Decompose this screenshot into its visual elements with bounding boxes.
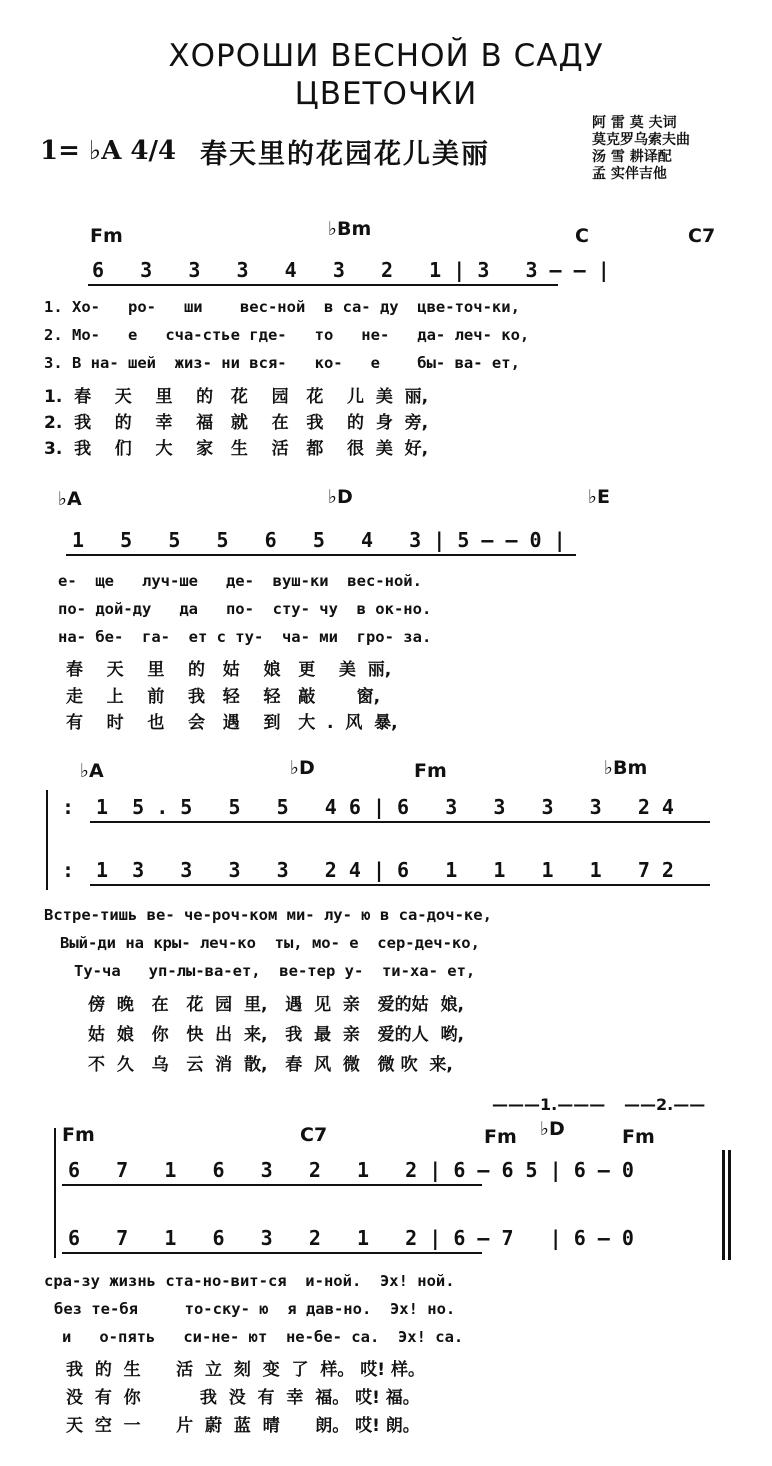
chord: Fm bbox=[90, 225, 123, 247]
key-signature: 1= ♭A 4/4 bbox=[40, 136, 177, 166]
lyric-line: 1. Хо- ро- ши вес-ной в са- ду цве-точ-ки, bbox=[44, 298, 520, 316]
volta-2-label: 2. bbox=[656, 1095, 674, 1114]
chord: ♭Bm bbox=[328, 218, 372, 240]
lyric-line: на- бе- га- ет с ту- ча- ми гро- за. bbox=[58, 628, 432, 646]
lyric-line-chinese: 有 时 也 会 遇 到 大 . 风 暴, bbox=[66, 713, 398, 733]
repeat-sign: : bbox=[62, 795, 75, 819]
melody-upper: 6 7 1 6 3 2 1 2 | 6 — 6 5 | 6 — 0 bbox=[68, 1158, 634, 1182]
chord: C7 bbox=[688, 225, 716, 247]
brace bbox=[46, 790, 48, 890]
chord: Fm bbox=[62, 1124, 95, 1146]
repeat-sign: : bbox=[62, 858, 75, 882]
beam-underline bbox=[88, 284, 558, 286]
lyric-line: сра-зу жизнь ста-но-вит-ся и-ной. Эх! ной. bbox=[44, 1272, 455, 1290]
chord: ♭A bbox=[80, 760, 104, 782]
chord: ♭Bm bbox=[604, 757, 648, 779]
lyric-line: Встре-тишь ве- че-роч-ком ми- лу- ю в са-доч-ке, bbox=[44, 906, 492, 924]
lyric-line-chinese: 1. 春 天 里 的 花 园 花 儿 美 丽, bbox=[44, 387, 429, 407]
beam-underline bbox=[90, 884, 710, 886]
title-chinese: 春天里的花园花儿美丽 bbox=[200, 139, 490, 170]
lyric-line: 2. Мо- е сча-стье где- то не- да- леч- ко, bbox=[44, 326, 530, 344]
lyric-line-chinese: 我 的 生 活 立 刻 变 了 样。 哎! 样。 bbox=[66, 1360, 425, 1380]
brace bbox=[54, 1128, 56, 1258]
chord: Fm bbox=[414, 760, 447, 782]
credit-composer: 莫克罗乌索夫曲 bbox=[592, 132, 690, 148]
lyric-line: 3. В на- шей жиз- ни вся- ко- е бы- ва- ет, bbox=[44, 354, 520, 372]
lyric-line-chinese: 2. 我 的 幸 福 就 在 我 的 身 旁, bbox=[44, 413, 429, 433]
lyric-line-chinese: 傍 晚 在 花 园 里, 遇 见 亲 爱的姑 娘, bbox=[88, 995, 464, 1015]
melody-lower: 6 7 1 6 3 2 1 2 | 6 — 7 | 6 — 0 bbox=[68, 1226, 634, 1250]
chord: C bbox=[575, 225, 589, 247]
lyric-line: Вый-ди на кры- леч-ко ты, мо- е сер-деч-ко, bbox=[60, 934, 480, 952]
beam-underline bbox=[90, 821, 710, 823]
chord: ♭D bbox=[328, 486, 353, 508]
chord: Fm bbox=[622, 1126, 655, 1148]
chord: ♭E bbox=[588, 486, 610, 508]
chord: ♭D bbox=[540, 1118, 565, 1140]
lyric-line-chinese: 没 有 你 我 没 有 幸 福。 哎! 福。 bbox=[66, 1388, 420, 1408]
beam-underline bbox=[62, 1184, 482, 1186]
credit-translator: 汤 雪 耕译配 bbox=[592, 149, 672, 165]
lyric-line-chinese: 3. 我 们 大 家 生 活 都 很 美 好, bbox=[44, 439, 429, 459]
lyric-line: е- ще луч-ше де- вуш-ки вес-ной. bbox=[58, 572, 422, 590]
title-russian-line2: ЦВЕТОЧКИ bbox=[294, 76, 478, 112]
volta-1-label: 1. bbox=[540, 1095, 558, 1114]
chord: ♭D bbox=[290, 757, 315, 779]
lyric-line-chinese: 走 上 前 我 轻 轻 敲 窗, bbox=[66, 687, 381, 707]
final-barline bbox=[722, 1150, 725, 1260]
lyric-line: Ту-ча уп-лы-ва-ет, ве-тер у- ти-ха- ет, bbox=[74, 962, 476, 980]
lyric-line: без те-бя то-ску- ю я дав-но. Эх! но. bbox=[54, 1300, 456, 1318]
beam-underline bbox=[66, 554, 576, 556]
melody-line: 6 3 3 3 4 3 2 1 | 3 3 — — | bbox=[92, 258, 610, 282]
lyric-line-chinese: 天 空 一 片 蔚 蓝 晴 朗。 哎! 朗。 bbox=[66, 1416, 420, 1436]
lyric-line: и о-пять си-не- ют не-бе- са. Эх! са. bbox=[62, 1328, 464, 1346]
volta-1-bracket: ———1.——— bbox=[492, 1095, 606, 1114]
title-russian-line1: ХОРОШИ ВЕСНОЙ В САДУ bbox=[168, 38, 604, 74]
chord: ♭A bbox=[58, 488, 82, 510]
lyric-line-chinese: 不 久 乌 云 消 散, 春 风 微 微 吹 来, bbox=[88, 1055, 453, 1075]
credits bbox=[592, 115, 742, 183]
lyric-line: по- дой-ду да по- сту- чу в ок-но. bbox=[58, 600, 432, 618]
lyric-line-chinese: 春 天 里 的 姑 娘 更 美 丽, bbox=[66, 660, 392, 680]
melody-upper: 1 5 . 5 5 5 4 6 | 6 3 3 3 3 2 4 bbox=[96, 795, 674, 819]
beam-underline bbox=[62, 1252, 482, 1254]
chord: Fm bbox=[484, 1126, 517, 1148]
credit-guitar: 孟 实伴吉他 bbox=[592, 166, 667, 182]
credit-lyricist: 阿 雷 莫 夫词 bbox=[592, 115, 677, 131]
melody-line: 1 5 5 5 6 5 4 3 | 5 — — 0 | bbox=[72, 528, 566, 552]
melody-lower: 1 3 3 3 3 2 4 | 6 1 1 1 1 7 2 bbox=[96, 858, 674, 882]
final-barline bbox=[728, 1150, 731, 1260]
lyric-line-chinese: 姑 娘 你 快 出 来, 我 最 亲 爱的人 哟, bbox=[88, 1025, 464, 1045]
volta-2-bracket: ——2.—— bbox=[624, 1095, 706, 1114]
chord: C7 bbox=[300, 1124, 328, 1146]
